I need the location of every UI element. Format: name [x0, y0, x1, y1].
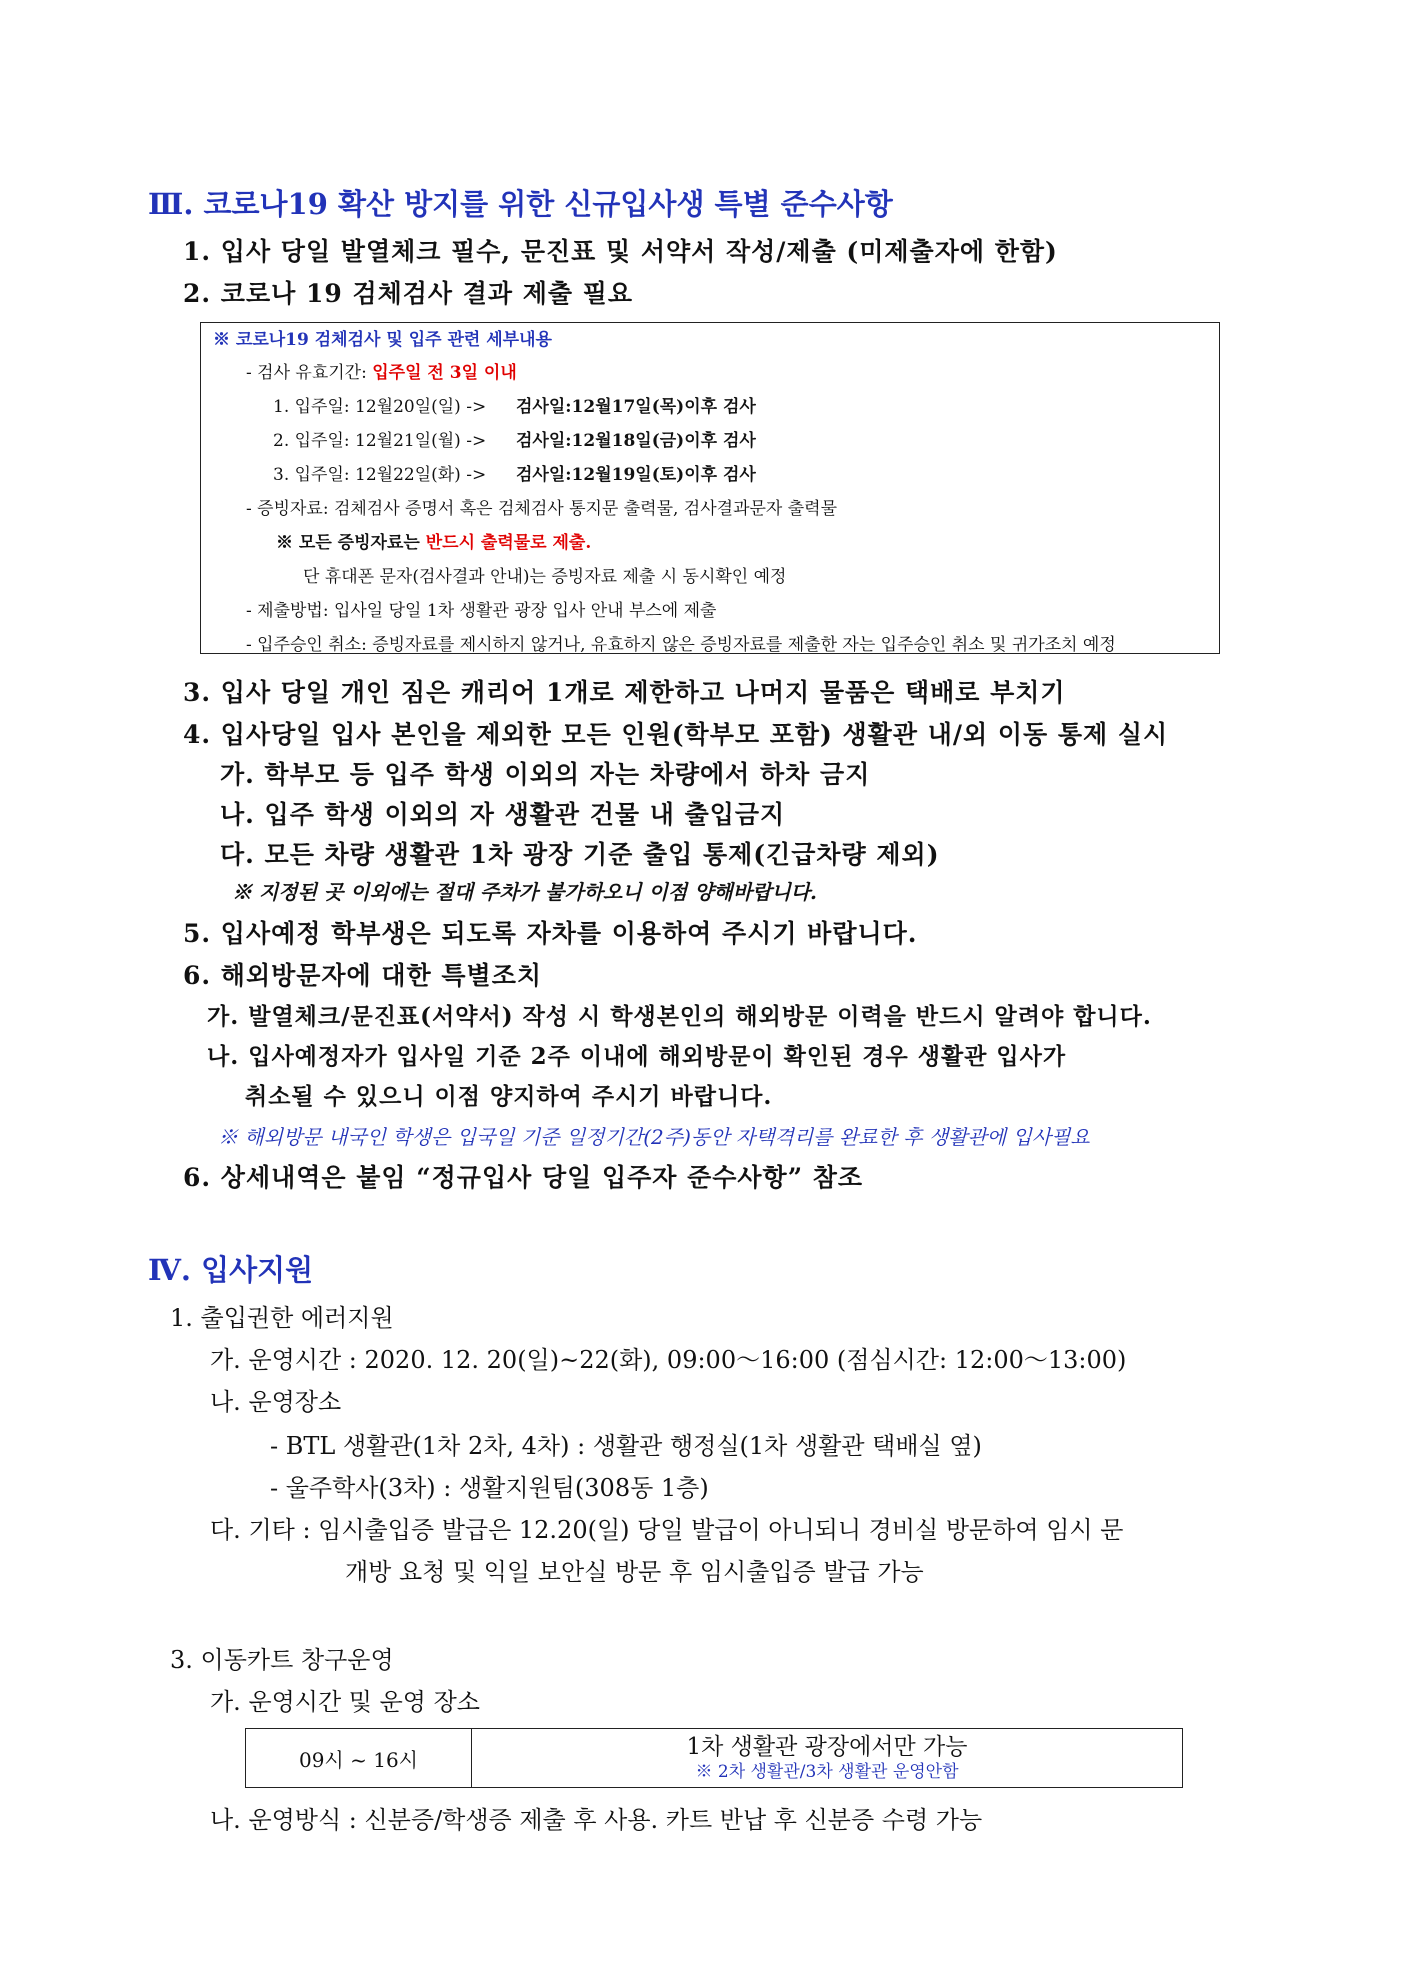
cart-table [245, 1728, 1183, 1788]
place-label: 나. 운영장소 [210, 1388, 342, 1416]
print-note-red: 반드시 출력물로 제출. [425, 533, 592, 553]
item-6: 6. 해외방문자에 대한 특별조치 [183, 961, 543, 990]
item-6-sub-b1: 나. 입사예정자가 입사일 기준 2주 이내에 해외방문이 확인된 경우 생활관 입사가 [207, 1043, 1067, 1070]
item-4-sub-b: 나. 입주 학생 이외의 자 생활관 건물 내 출입금지 [220, 800, 786, 829]
move-in-date: 2. 입주일: 12월21일(월) -> [273, 431, 487, 451]
item-4-sub-c: 다. 모든 차량 생활관 1차 광장 기준 출입 통제(긴급차량 제외) [220, 840, 940, 869]
table-row [246, 1729, 1183, 1788]
item-4-sub-a: 가. 학부모 등 입주 학생 이외의 자는 차량에서 하차 금지 [220, 760, 871, 789]
item-5: 5. 입사예정 학부생은 되도록 자차를 이용하여 주시기 바랍니다. [183, 919, 918, 948]
date-row [273, 392, 486, 417]
move-in-date: 3. 입주일: 12월22일(화) -> [273, 465, 487, 485]
support-item-1: 1. 출입권한 에러지원 [170, 1304, 394, 1332]
cart-place-note: ※ 2차 생활관/3차 생활관 운영안함 [695, 1762, 959, 1782]
print-note [276, 528, 591, 553]
cart-method: 나. 운영방식 : 신분증/학생증 제출 후 사용. 카트 반납 후 신분증 수령 가능 [210, 1806, 983, 1834]
support-item-3: 3. 이동카트 창구운영 [170, 1646, 394, 1674]
print-note-prefix: ※ 모든 증빙자료는 [276, 533, 426, 553]
item-2: 2. 코로나 19 검체검사 결과 제출 필요 [183, 279, 634, 308]
date-row [273, 426, 486, 451]
item-3: 3. 입사 당일 개인 짐은 캐리어 1개로 제한하고 나머지 물품은 택배로 부치기 [183, 678, 1066, 707]
cart-place: 1차 생활관 광장에서만 가능 [686, 1734, 968, 1760]
overseas-note: ※ 해외방문 내국인 학생은 입국일 기준 일정기간(2주)동안 자택격리를 완료한 후 생활관에 입사필요 [218, 1125, 1090, 1149]
submit-method: - 제출방법: 입사일 당일 1차 생활관 광장 입사 안내 부스에 제출 [246, 601, 717, 621]
validity-label: - 검사 유효기간: [246, 363, 373, 383]
sms-note: 단 휴대폰 문자(검사결과 안내)는 증빙자료 제출 시 동시확인 예정 [303, 567, 787, 587]
cart-time: 09시 ~ 16시 [246, 1729, 472, 1788]
test-date: 검사일:12월18일(금)이후 검사 [516, 431, 756, 451]
place-btl: - BTL 생활관(1차 2차, 4차) : 생활관 행정실(1차 생활관 택배실 옆) [270, 1432, 982, 1460]
section-4-title: Ⅳ. 입사지원 [148, 1253, 314, 1287]
evidence-line: - 증빙자료: 검체검사 증명서 혹은 검체검사 통지문 출력물, 검사결과문자 출력물 [246, 499, 838, 519]
etc-line-1: 다. 기타 : 임시출입증 발급은 12.20(일) 당일 발급이 아니되니 경비실 방문하여 임시 문 [210, 1516, 1124, 1544]
parking-note: ※ 지정된 곳 이외에는 절대 주차가 불가하오니 이점 양해바랍니다. [232, 880, 817, 904]
etc-line-2: 개방 요청 및 익일 보안실 방문 후 임시출입증 발급 가능 [345, 1558, 924, 1586]
item-4: 4. 입사당일 입사 본인을 제외한 모든 인원(학부모 포함) 생활관 내/외 이동 통제 실시 [183, 720, 1169, 749]
section-3-title: Ⅲ. 코로나19 확산 방지를 위한 신규입사생 특별 준수사항 [148, 187, 893, 221]
item-6-sub-b2: 취소될 수 있으니 이점 양지하여 주시기 바랍니다. [245, 1083, 773, 1110]
cancel-line: - 입주승인 취소: 증빙자료를 제시하지 않거나, 유효하지 않은 증빙자료를 제출한 자는 입주승인 취소 및 귀가조치 예정 [246, 635, 1116, 655]
covid-test-detail-box [200, 322, 1220, 654]
item-1: 1. 입사 당일 발열체크 필수, 문진표 및 서약서 작성/제출 (미제출자에 한함) [183, 237, 1058, 266]
validity-value: 입주일 전 3일 이내 [372, 363, 517, 383]
box-title: ※ 코로나19 검체검사 및 입주 관련 세부내용 [213, 330, 552, 350]
place-ulju: - 울주학사(3차) : 생활지원팀(308동 1층) [270, 1474, 709, 1502]
cart-label: 가. 운영시간 및 운영 장소 [210, 1688, 480, 1716]
test-date: 검사일:12월17일(목)이후 검사 [516, 397, 756, 417]
operating-hours: 가. 운영시간 : 2020. 12. 20(일)~22(화), 09:00～16:00 (점심시간: 12:00～13:00) [210, 1346, 1127, 1374]
item-6-sub-a: 가. 발열체크/문진표(서약서) 작성 시 학생본인의 해외방문 이력을 반드시 알려야 합니다. [207, 1003, 1152, 1030]
test-date: 검사일:12월19일(토)이후 검사 [516, 465, 756, 485]
date-row [273, 460, 486, 485]
move-in-date: 1. 입주일: 12월20일(일) -> [273, 397, 487, 417]
validity-line [246, 358, 517, 383]
cart-place-cell [472, 1729, 1183, 1788]
item-7: 6. 상세내역은 붙임 “정규입사 당일 입주자 준수사항” 참조 [183, 1163, 864, 1192]
